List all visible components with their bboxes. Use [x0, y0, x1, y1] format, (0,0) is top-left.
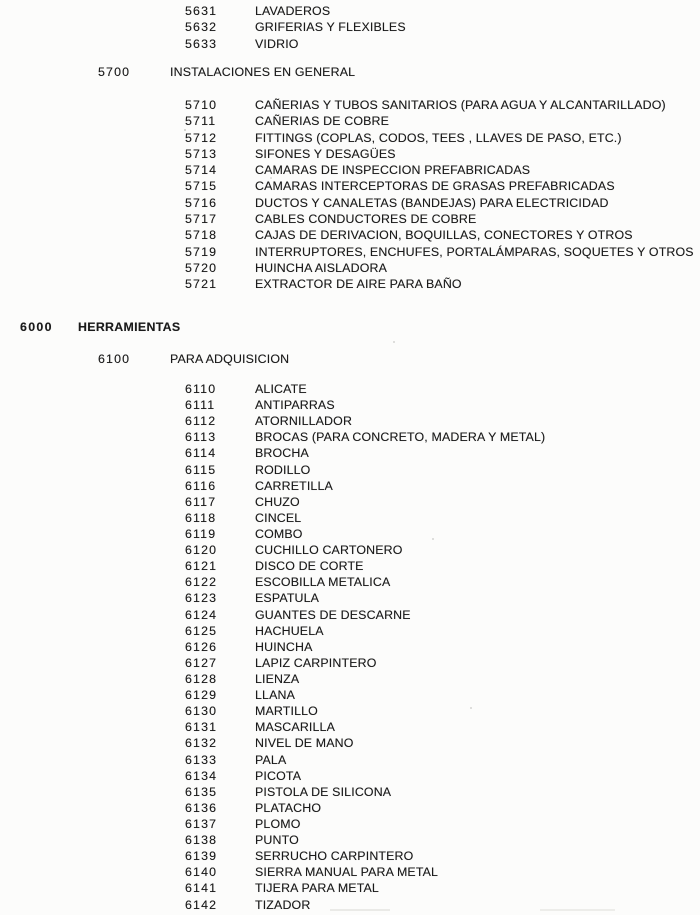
item-label: PISTOLA DE SILICONA — [255, 784, 392, 799]
item-label: PUNTO — [255, 833, 299, 848]
item-code: 5716 — [185, 195, 218, 210]
catalog-row — [0, 97, 700, 113]
item-code: 5714 — [185, 163, 218, 178]
catalog-row — [0, 510, 700, 526]
item-code: 5719 — [185, 244, 218, 259]
catalog-row — [0, 816, 700, 832]
catalog-row — [0, 64, 700, 81]
item-code: 5718 — [185, 228, 218, 243]
item-code: 5631 — [185, 3, 218, 18]
item-code: 5633 — [185, 36, 218, 51]
item-label: ANTIPARRAS — [255, 398, 335, 413]
item-label: HERRAMIENTAS — [78, 320, 181, 334]
item-label: CAÑERIAS Y TUBOS SANITARIOS (PARA AGUA Y ALCANTARILLADO) — [255, 98, 666, 112]
item-code: 6121 — [185, 559, 218, 574]
item-code: 6118 — [185, 510, 217, 525]
item-label: BROCAS (PARA CONCRETO, MADERA Y METAL) — [255, 430, 546, 445]
item-code: 6100 — [98, 352, 131, 366]
item-label: INSTALACIONES EN GENERAL — [170, 65, 356, 79]
item-label: ALICATE — [255, 382, 307, 396]
code-list-563x — [0, 3, 700, 53]
item-label: HUINCHA AISLADORA — [255, 260, 387, 275]
catalog-row — [0, 162, 700, 178]
item-label: VIDRIO — [255, 36, 299, 51]
item-label: ATORNILLADOR — [255, 414, 353, 429]
catalog-row — [0, 703, 700, 719]
item-code: 6111 — [185, 398, 216, 413]
item-label: DISCO DE CORTE — [255, 559, 364, 574]
catalog-row — [0, 429, 700, 445]
item-label: LAVADEROS — [255, 3, 331, 18]
item-label: BROCHA — [255, 446, 309, 461]
catalog-row — [0, 462, 700, 478]
item-code: 5717 — [185, 212, 218, 227]
catalog-row — [0, 19, 700, 36]
item-code: 6000 — [20, 320, 53, 334]
catalog-row — [0, 864, 700, 880]
item-code: 5710 — [185, 98, 218, 112]
catalog-row — [0, 130, 700, 146]
catalog-row — [0, 413, 700, 429]
item-label: CARRETILLA — [255, 478, 333, 493]
catalog-row — [0, 735, 700, 751]
item-label: COMBO — [255, 526, 303, 541]
item-code: 6112 — [185, 414, 217, 429]
catalog-row — [0, 719, 700, 735]
catalog-row — [0, 146, 700, 162]
catalog-row — [0, 590, 700, 606]
catalog-row — [0, 319, 700, 336]
item-label: ESPATULA — [255, 591, 320, 606]
item-code: 6128 — [185, 671, 218, 686]
catalog-row — [0, 848, 700, 864]
item-code: 5700 — [98, 65, 131, 79]
catalog-row — [0, 687, 700, 703]
item-label: LLANA — [255, 688, 296, 703]
item-label: EXTRACTOR DE AIRE PARA BAÑO — [255, 277, 462, 292]
catalog-row — [0, 494, 700, 510]
item-code: 6137 — [185, 816, 218, 831]
item-code: 6113 — [185, 430, 217, 445]
item-code: 6126 — [185, 639, 218, 654]
catalog-row — [0, 445, 700, 461]
item-label: TIZADOR — [255, 897, 311, 912]
item-label: LAPIZ CARPINTERO — [255, 655, 377, 670]
item-label: SERRUCHO CARPINTERO — [255, 849, 414, 864]
item-label: ESCOBILLA METALICA — [255, 575, 391, 590]
item-code: 6120 — [185, 543, 218, 558]
item-code: 5721 — [185, 277, 218, 292]
catalog-row — [0, 897, 700, 913]
section-heading-6000 — [0, 319, 700, 336]
item-code: 6114 — [185, 446, 217, 461]
item-label: PICOTA — [255, 768, 302, 783]
item-code: 5713 — [185, 146, 218, 161]
item-label: GUANTES DE DESCARNE — [255, 607, 411, 622]
code-list-571x — [0, 97, 700, 293]
scan-speckle — [393, 341, 395, 343]
item-label: CHUZO — [255, 494, 300, 509]
catalog-row — [0, 558, 700, 574]
item-code: 6139 — [185, 849, 218, 864]
item-code: 6110 — [185, 382, 217, 396]
catalog-row — [0, 351, 700, 368]
item-label: CAJAS DE DERIVACION, BOQUILLAS, CONECTORES Y OTROS — [255, 228, 633, 243]
item-label: LIENZA — [255, 671, 300, 686]
catalog-row — [0, 623, 700, 639]
item-code: 6132 — [185, 736, 218, 751]
item-code: 6127 — [185, 655, 218, 670]
item-label: GRIFERIAS Y FLEXIBLES — [255, 20, 406, 34]
catalog-row — [0, 832, 700, 848]
catalog-row — [0, 768, 700, 784]
item-label: PLATACHO — [255, 800, 322, 815]
catalog-row — [0, 639, 700, 655]
item-label: TIJERA PARA METAL — [255, 881, 379, 896]
item-label: PALA — [255, 752, 287, 767]
item-label: NIVEL DE MANO — [255, 736, 354, 751]
catalog-row — [0, 752, 700, 768]
catalog-row — [0, 260, 700, 276]
item-code: 6119 — [185, 526, 217, 541]
item-code: 6131 — [185, 720, 218, 735]
item-label: RODILLO — [255, 462, 311, 477]
catalog-row — [0, 178, 700, 194]
item-code: 6138 — [185, 833, 218, 848]
catalog-row — [0, 671, 700, 687]
item-label: HACHUELA — [255, 623, 324, 638]
item-label: PLOMO — [255, 816, 301, 831]
catalog-row — [0, 478, 700, 494]
item-label: SIERRA MANUAL PARA METAL — [255, 865, 439, 880]
item-label: DUCTOS Y CANALETAS (BANDEJAS) PARA ELECTRICIDAD — [255, 195, 609, 210]
item-label: CABLES CONDUCTORES DE COBRE — [255, 212, 477, 227]
catalog-row — [0, 244, 700, 260]
catalog-row — [0, 211, 700, 227]
item-code: 6122 — [185, 575, 218, 590]
catalog-row — [0, 36, 700, 53]
item-code: 5711 — [185, 114, 217, 129]
section-heading-5700 — [0, 64, 700, 81]
item-code: 6142 — [185, 897, 218, 912]
item-code: 5712 — [185, 130, 218, 145]
item-label: FITTINGS (COPLAS, CODOS, TEES , LLAVES DE PASO, ETC.) — [255, 130, 622, 145]
item-code: 5720 — [185, 260, 218, 275]
item-code: 6136 — [185, 800, 218, 815]
item-label: CAMARAS INTERCEPTORAS DE GRASAS PREFABRICADAS — [255, 179, 615, 194]
catalog-row — [0, 276, 700, 292]
catalog-row — [0, 880, 700, 896]
item-label: CINCEL — [255, 510, 302, 525]
catalog-row — [0, 227, 700, 243]
item-code: 5632 — [185, 20, 218, 34]
section-heading-6100 — [0, 351, 700, 368]
catalog-row — [0, 397, 700, 413]
item-code: 6129 — [185, 688, 218, 703]
item-code: 6124 — [185, 607, 218, 622]
item-code: 6130 — [185, 704, 218, 719]
catalog-row — [0, 381, 700, 397]
item-label: MASCARILLA — [255, 720, 336, 735]
item-code: 6123 — [185, 591, 218, 606]
catalog-row — [0, 784, 700, 800]
item-code: 6115 — [185, 462, 217, 477]
item-code: 6117 — [185, 494, 217, 509]
item-code: 6125 — [185, 623, 218, 638]
catalog-row — [0, 574, 700, 590]
item-code: 5715 — [185, 179, 218, 194]
item-code: 6141 — [185, 881, 218, 896]
item-label: CUCHILLO CARTONERO — [255, 543, 403, 558]
item-code: 6133 — [185, 752, 218, 767]
catalog-row — [0, 3, 700, 20]
catalog-row — [0, 195, 700, 211]
item-code: 6140 — [185, 865, 218, 880]
item-label: CAMARAS DE INSPECCION PREFABRICADAS — [255, 163, 531, 178]
item-code: 6134 — [185, 768, 218, 783]
item-label: SIFONES Y DESAGÜES — [255, 146, 396, 161]
code-list-61xx — [0, 381, 700, 913]
catalog-row — [0, 542, 700, 558]
item-code: 6116 — [185, 478, 217, 493]
catalog-row — [0, 800, 700, 816]
catalog-row — [0, 526, 700, 542]
item-label: CAÑERIAS DE COBRE — [255, 114, 390, 129]
catalog-row — [0, 113, 700, 129]
item-label: HUINCHA — [255, 639, 313, 654]
catalog-row — [0, 655, 700, 671]
catalog-row — [0, 607, 700, 623]
item-code: 6135 — [185, 784, 218, 799]
item-label: PARA ADQUISICION — [170, 352, 290, 366]
item-label: INTERRUPTORES, ENCHUFES, PORTALÁMPARAS, SOQUETES Y OTROS — [255, 244, 694, 259]
item-label: MARTILLO — [255, 704, 318, 719]
